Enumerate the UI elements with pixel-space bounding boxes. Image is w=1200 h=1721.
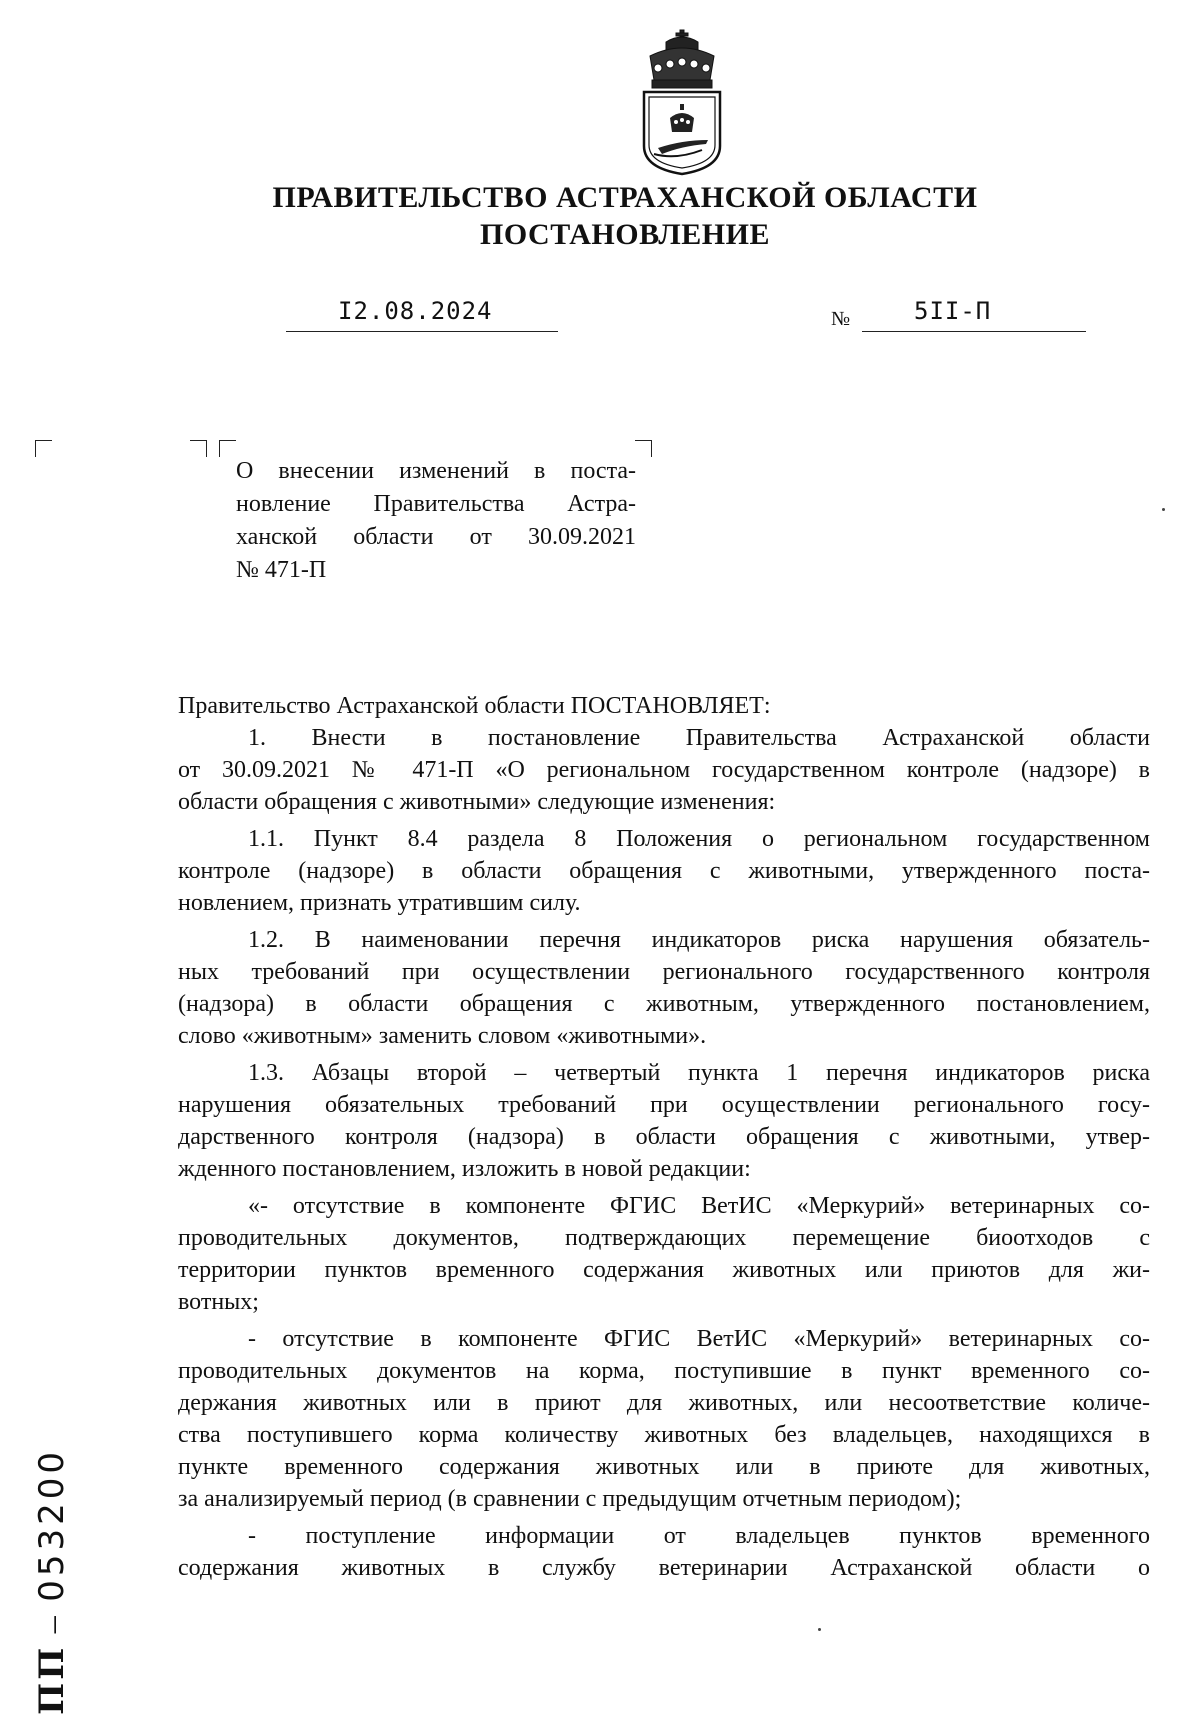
body-line: ства поступившего корма количеству животных без владельцев, находящихся в: [178, 1422, 1150, 1448]
subject-line: № 471-П: [236, 557, 327, 583]
stamp-serial: 053200: [32, 1447, 72, 1602]
body-line: содержания животных в службу ветеринарии Астраханской области о: [178, 1555, 1150, 1581]
subject-line: новление Правительства Астра-: [236, 491, 636, 517]
body-line: «- отсутствие в компоненте ФГИС ВетИС «Меркурий» ветеринарных со-: [248, 1193, 1150, 1219]
body-line: вотных;: [178, 1289, 259, 1315]
body-line: области обращения с животными» следующие изменения:: [178, 789, 776, 815]
body-line: 1.3. Абзацы второй – четвертый пункта 1 перечня индикаторов риска: [248, 1060, 1150, 1086]
body-line: (надзора) в области обращения с животным, утвержденного постановлением,: [178, 991, 1150, 1017]
body-line: Правительство Астраханской области ПОСТАНОВЛЯЕТ:: [178, 693, 771, 719]
body-line: территории пунктов временного содержания животных или приютов для жи-: [178, 1257, 1150, 1283]
government-title: ПРАВИТЕЛЬСТВО АСТРАХАНСКОЙ ОБЛАСТИ: [272, 181, 978, 214]
body-line: слово «животным» заменить словом «животными».: [178, 1023, 707, 1049]
document-date: I2.08.2024: [338, 297, 493, 325]
subject-line: ханской области от 30.09.2021: [236, 524, 636, 550]
corner-mark-left: [35, 440, 52, 457]
coat-of-arms-emblem: [636, 28, 728, 178]
body-line: пункте временного содержания животных или в приюте для животных,: [178, 1454, 1150, 1480]
scan-speck: [1162, 508, 1165, 511]
scan-speck: [818, 1628, 821, 1631]
body-line: контроле (надзоре) в области обращения с животными, утвержденного поста-: [178, 858, 1150, 884]
body-line: проводительных документов, подтверждающих перемещение биоотходов с: [178, 1225, 1150, 1251]
body-line: дарственного контроля (надзора) в области обращения с животными, утвер-: [178, 1124, 1150, 1150]
body-line: нарушения обязательных требований при осуществлении регионального госу-: [178, 1092, 1150, 1118]
number-sign: №: [831, 308, 851, 330]
body-line: держания животных или в приют для животных, или несоответствие количе-: [178, 1390, 1150, 1416]
body-line: жденного постановлением, изложить в новой редакции:: [178, 1156, 751, 1182]
body-line: - отсутствие в компоненте ФГИС ВетИС «Меркурий» ветеринарных со-: [248, 1326, 1150, 1352]
document-body: [178, 690, 1150, 1584]
corner-mark-subject-left-a: [190, 440, 207, 457]
corner-mark-subject-right: [635, 440, 652, 457]
body-line: 1. Внести в постановление Правительства Астраханской области: [248, 725, 1150, 751]
document-type-title: ПОСТАНОВЛЕНИЕ: [480, 218, 770, 251]
body-line: 1.2. В наименовании перечня индикаторов риска нарушения обязатель-: [248, 927, 1150, 953]
stamp-prefix: ПП: [32, 1644, 72, 1715]
subject-block: [236, 455, 636, 587]
body-line: - поступление информации от владельцев пунктов временного: [248, 1523, 1150, 1549]
body-line: 1.1. Пункт 8.4 раздела 8 Положения о региональном государственном: [248, 826, 1150, 852]
body-line: новлением, признать утратившим силу.: [178, 890, 581, 916]
body-line: ных требований при осуществлении регионального государственного контроля: [178, 959, 1150, 985]
subject-line: О внесении изменений в поста-: [236, 458, 636, 484]
number-field: [862, 297, 1086, 332]
corner-mark-subject-left-b: [219, 440, 236, 457]
document-number: 5II-П: [914, 297, 992, 325]
date-field: [286, 297, 558, 332]
body-line: от 30.09.2021 № 471-П «О региональном государственном контроле (надзоре) в: [178, 757, 1150, 783]
body-line: проводительных документов на корма, поступившие в пункт временного со-: [178, 1358, 1150, 1384]
stamp-dash: –: [34, 1601, 71, 1645]
body-line: за анализируемый период (в сравнении с предыдущим отчетным периодом);: [178, 1486, 962, 1512]
serial-stamp: [32, 1448, 72, 1715]
